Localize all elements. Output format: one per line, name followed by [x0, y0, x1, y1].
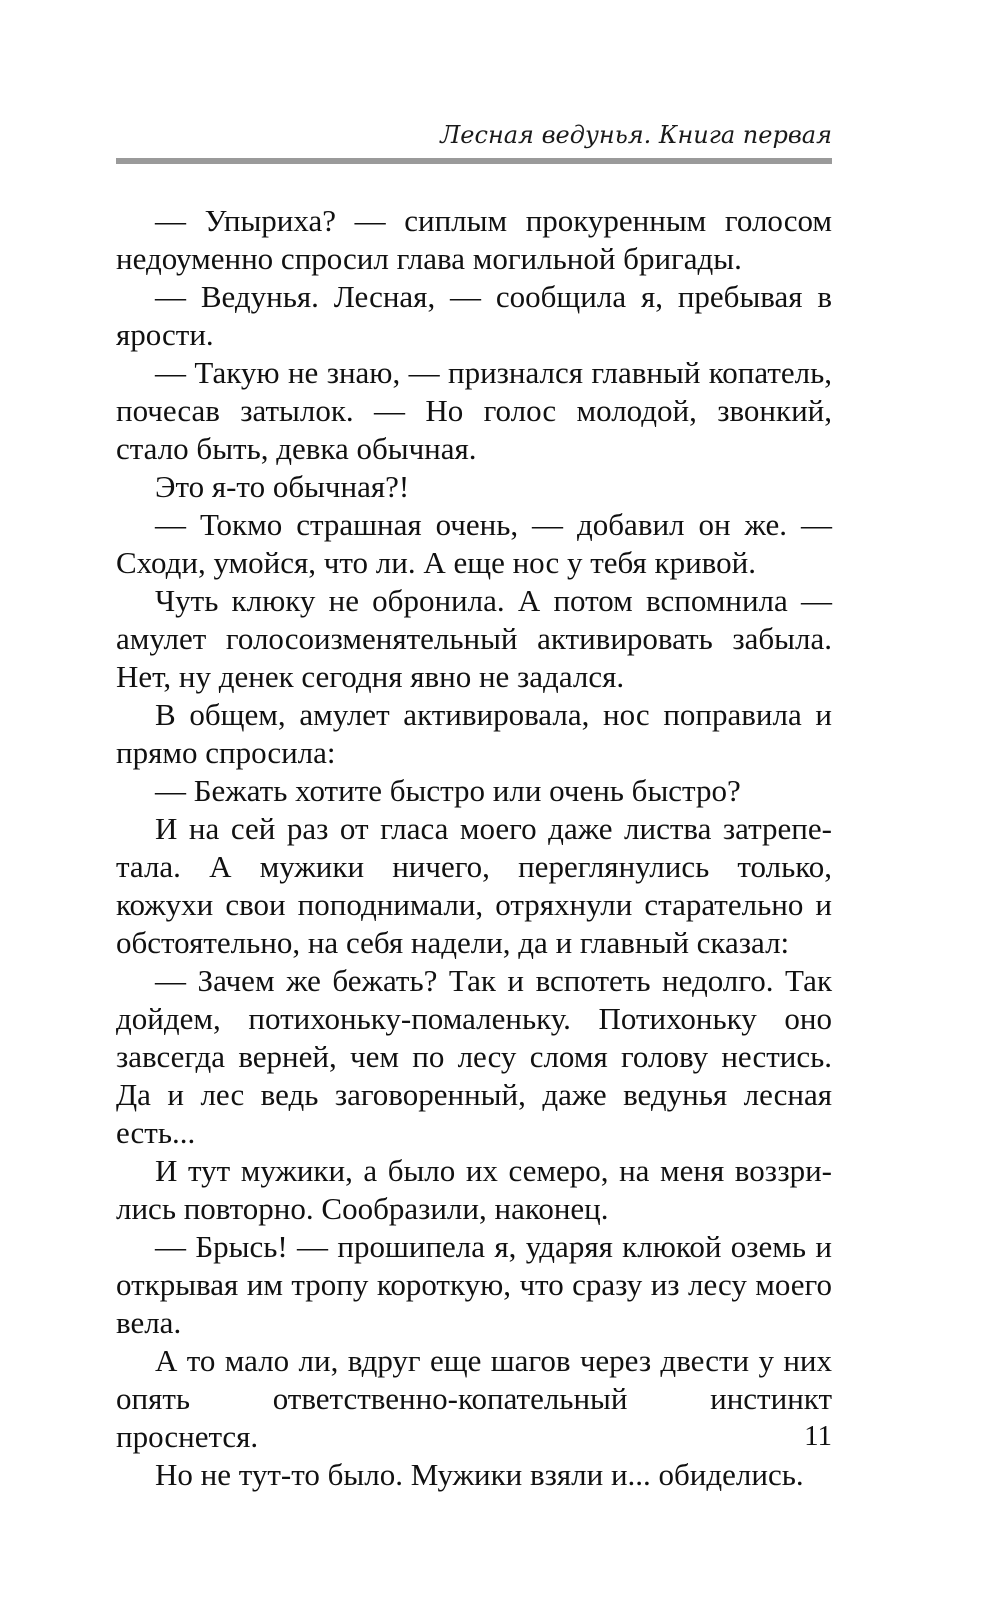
- page-number: 11: [804, 1420, 832, 1452]
- paragraph: Чуть клюку не обронила. А потом вспомнила — амулет голосоизменятельный активировать забыла. Нет, ну денек сегодня явно не задался.: [116, 583, 832, 694]
- paragraph: Это я-то обычная?!: [155, 469, 410, 504]
- paragraph: В общем, амулет активировала, нос поправила и прямо спросила:: [116, 697, 832, 770]
- running-head: Лесная ведунья. Книга первая: [440, 121, 832, 149]
- header-rule: [116, 158, 832, 164]
- paragraph: — Токмо страшная очень, — добавил он же. — Сходи, умойся, что ли. А еще нос у тебя кривой.: [116, 507, 832, 580]
- body-text: [116, 202, 832, 1494]
- paragraph: — Упыриха? — сиплым прокуренным голосом недоуменно спросил глава могильной бригады.: [116, 203, 832, 276]
- paragraph: — Бежать хотите быстро или очень быстро?: [155, 773, 741, 808]
- paragraph: Но не тут-то было. Мужики взяли и... обиделись.: [155, 1457, 804, 1492]
- paragraph: А то мало ли, вдруг еще шагов через двести у них опять ответственно-копательный инстинкт проснется.: [116, 1343, 832, 1454]
- paragraph: — Такую не знаю, — признался главный копатель, почесав затылок. — Но голос молодой, звонкий, стало быть, девка обычная.: [116, 355, 832, 466]
- paragraph: — Ведунья. Лесная, — сообщила я, пребывая в ярости.: [116, 279, 832, 352]
- paragraph: — Зачем же бежать? Так и вспотеть недолго. Так дойдем, потихоньку-помаленьку. Потихоньку оно завсегда верней, чем по лесу сломя голову нестись. Да и лес ведь заговоренный, даже ведунья лесная есть...: [116, 963, 832, 1150]
- paragraph: И на сей раз от гласа моего даже листва затрепетала. А мужики ничего, переглянулись только, кожухи свои поподнимали, отряхнули старательно и обстоятельно, на себя надели, да и главный сказал:: [116, 811, 832, 960]
- paragraph: — Брысь! — прошипела я, ударяя клюкой оземь и открывая им тропу короткую, что сразу из лесу моего вела.: [116, 1229, 832, 1340]
- paragraph: И тут мужики, а было их семеро, на меня воззрились повторно. Сообразили, наконец.: [116, 1153, 832, 1226]
